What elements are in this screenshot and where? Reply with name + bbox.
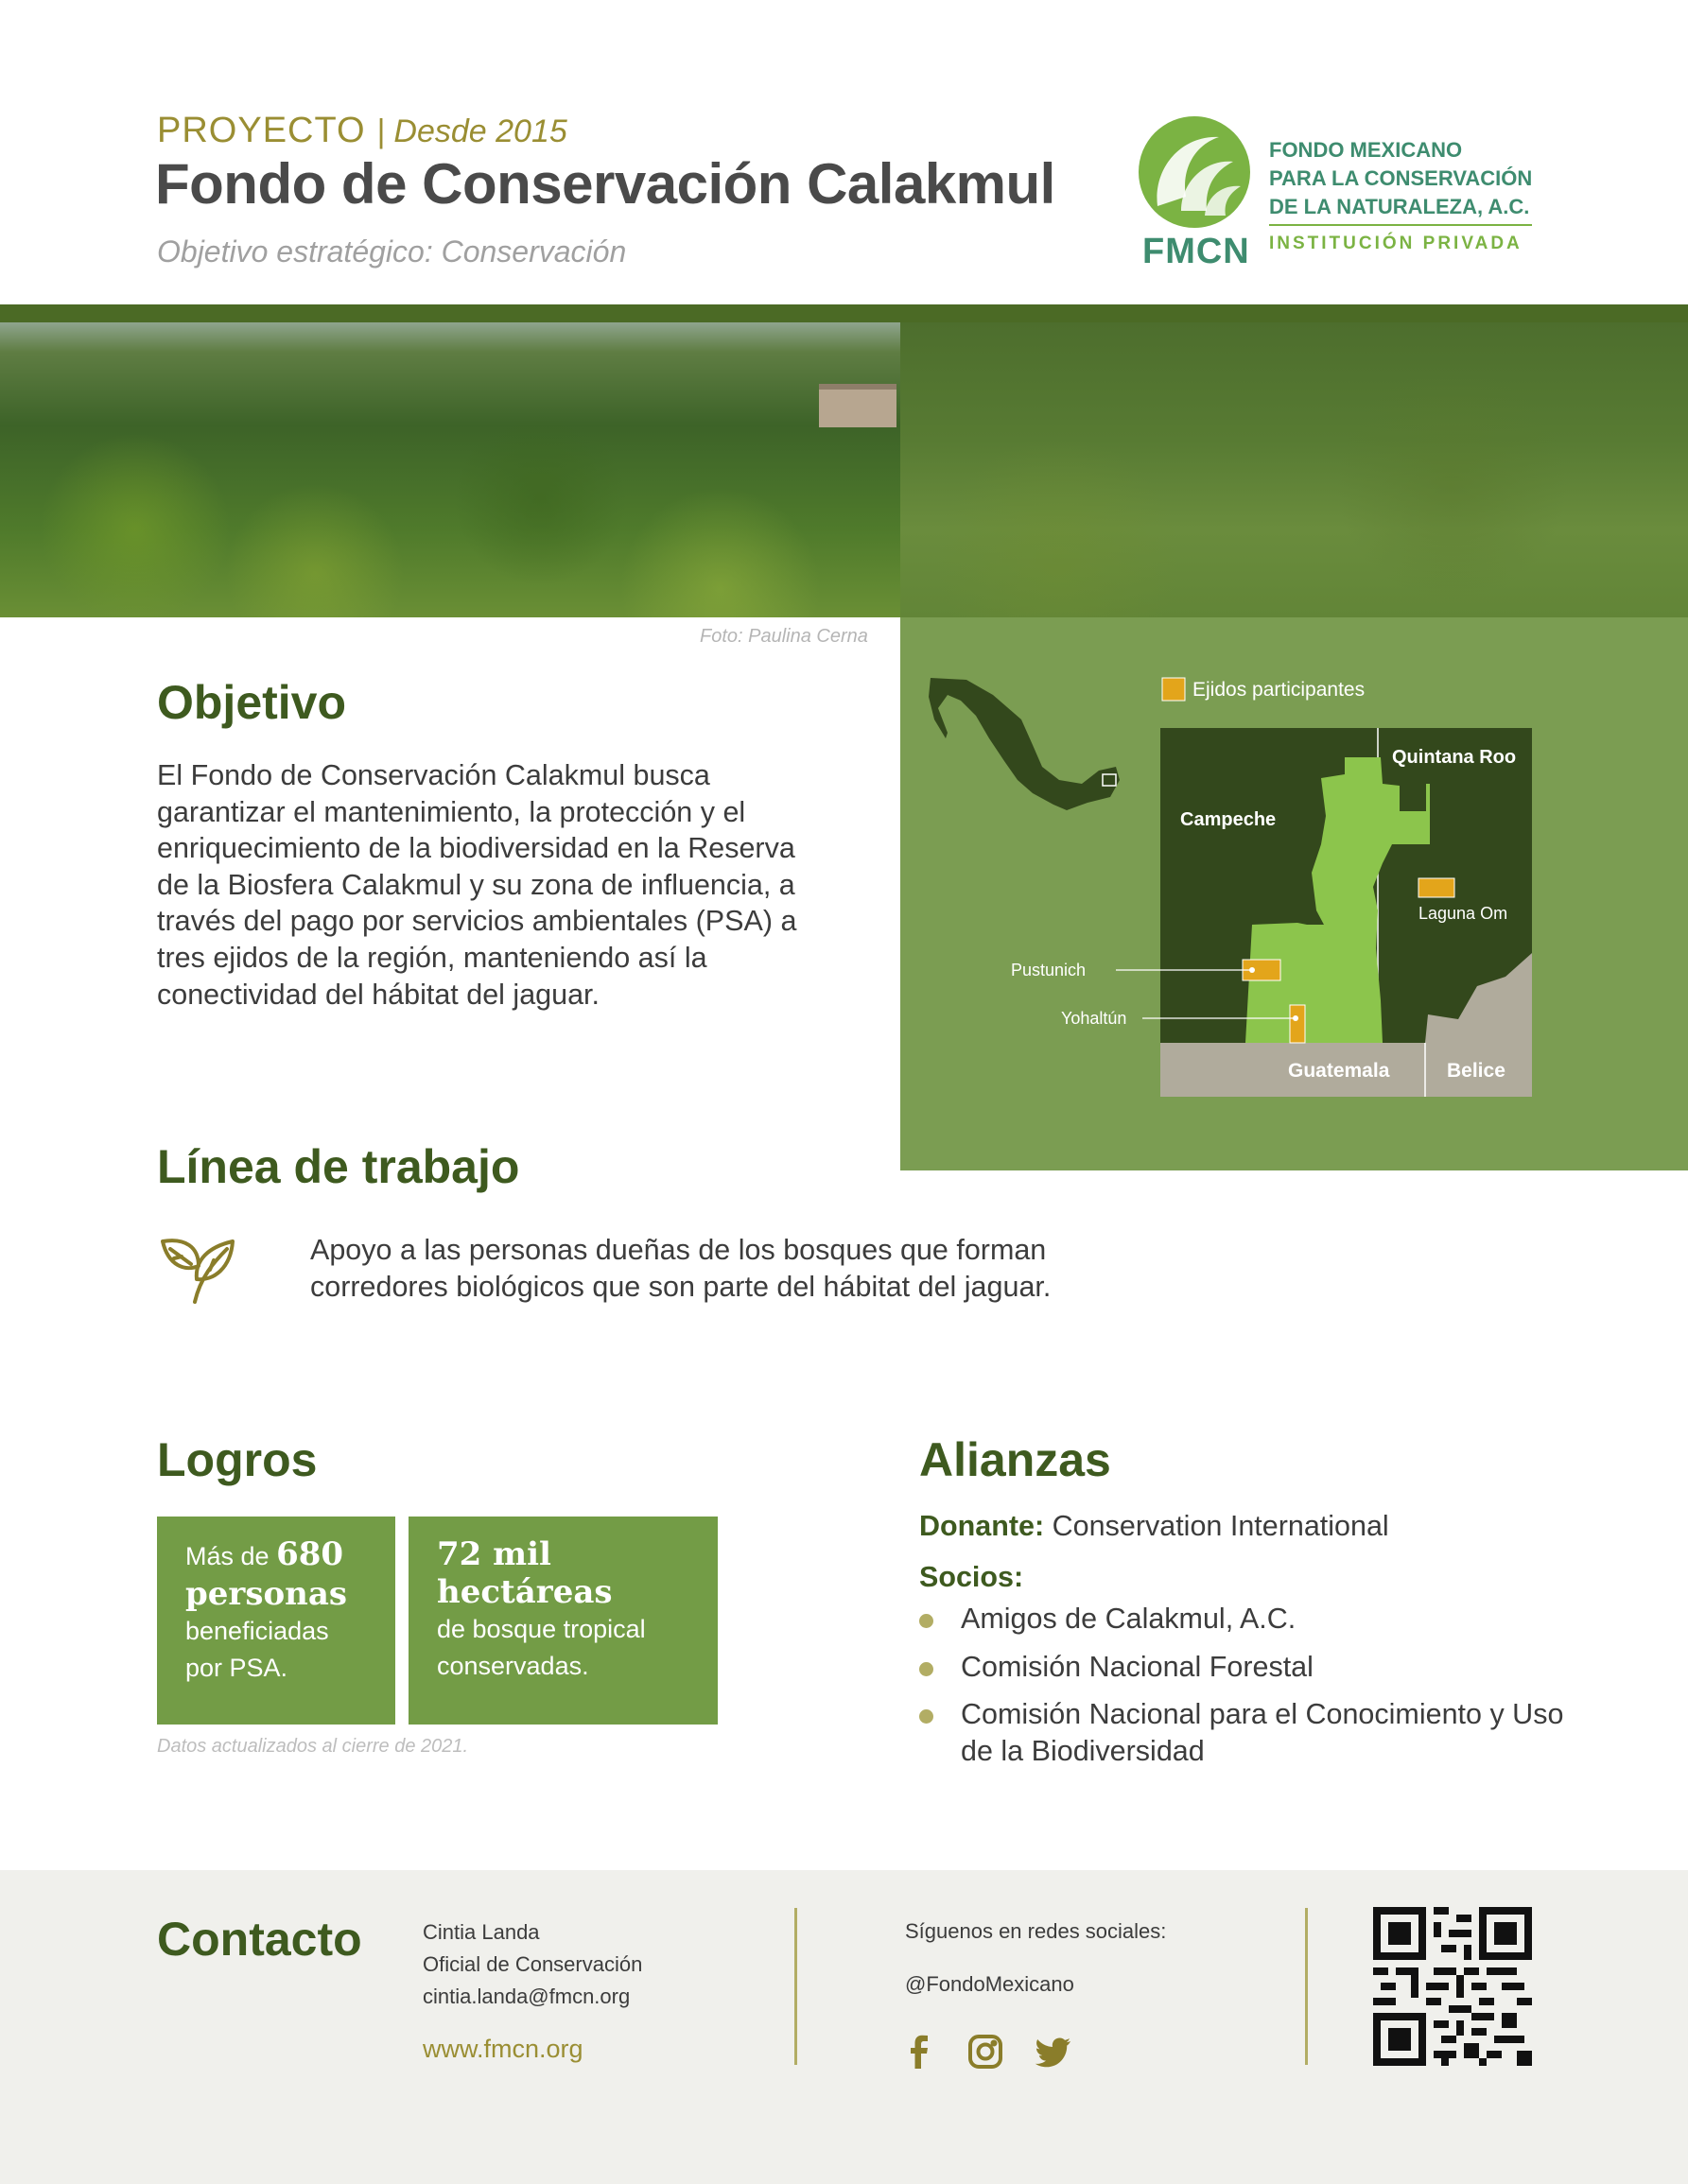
stat-box-hectares xyxy=(409,1517,718,1725)
region-map xyxy=(900,617,1688,1170)
project-label-text: PROYECTO xyxy=(157,111,366,150)
list-item: Comisión Nacional para el Conocimiento y Uso de la Biodiversidad xyxy=(919,1696,1581,1769)
page-subtitle: Objetivo estratégico: Conservación xyxy=(157,234,627,269)
forest-photo-right xyxy=(900,322,1688,617)
logo-org-line: PARA LA CONSERVACIÓN xyxy=(1269,166,1533,190)
alianzas-heading: Alianzas xyxy=(919,1433,1111,1486)
label-guatemala: Guatemala xyxy=(1288,1060,1390,1082)
stat-line: de bosque tropical xyxy=(437,1615,646,1643)
stat-unit: personas xyxy=(185,1575,348,1613)
linea-text: Apoyo a las personas dueñas de los bosques que forman corredores biológicos que son parte del hábitat del jaguar. xyxy=(310,1234,1052,1303)
label-campeche: Campeche xyxy=(1180,809,1277,830)
data-note: Datos actualizados al cierre de 2021. xyxy=(157,1736,469,1757)
objetivo-heading: Objetivo xyxy=(157,676,347,729)
stat-line: por PSA. xyxy=(185,1654,288,1682)
yohaltun-dot xyxy=(1293,1015,1298,1021)
twitter-icon[interactable] xyxy=(1035,2033,1072,2071)
contact-info xyxy=(423,1916,642,2013)
stat-line: beneficiadas xyxy=(185,1617,329,1645)
stat-number: 72 mil xyxy=(437,1535,551,1573)
legend-swatch xyxy=(1162,678,1185,701)
label-belice: Belice xyxy=(1447,1060,1505,1082)
ejido-laguna-om xyxy=(1418,878,1454,897)
contact-email[interactable]: cintia.landa@fmcn.org xyxy=(423,1985,631,2008)
contact-role: Oficial de Conservación xyxy=(423,1952,643,1976)
logo-divider xyxy=(1269,224,1532,226)
website-link[interactable]: www.fmcn.org xyxy=(423,2035,583,2063)
list-item: Amigos de Calakmul, A.C. xyxy=(919,1601,1581,1638)
logo-org-line: DE LA NATURALEZA, A.C. xyxy=(1269,195,1530,218)
fmcn-logo-icon xyxy=(1139,116,1250,228)
donante-label: Donante: xyxy=(919,1510,1045,1542)
photo-credit: Foto: Paulina Cerna xyxy=(700,626,868,647)
label-pustunich: Pustunich xyxy=(1011,961,1087,979)
stat-number: 680 xyxy=(276,1535,344,1573)
qr-code[interactable] xyxy=(1373,1907,1532,2066)
contacto-heading: Contacto xyxy=(157,1913,362,1966)
logo-org-name xyxy=(1269,136,1532,221)
socios-list xyxy=(919,1601,1581,1780)
ejido-yohaltun xyxy=(1290,1005,1305,1043)
stat-line: conservadas. xyxy=(437,1652,589,1680)
footer-divider xyxy=(794,1908,797,2065)
socios-label-row xyxy=(919,1561,1023,1594)
stat-unit: hectáreas xyxy=(437,1573,613,1611)
mexico-silhouette xyxy=(929,678,1120,810)
project-label xyxy=(157,111,567,151)
list-item: Comisión Nacional Forestal xyxy=(919,1649,1581,1686)
project-since: | Desde 2015 xyxy=(376,113,567,149)
ruin-structure xyxy=(819,384,896,427)
stat-prefix: Más de xyxy=(185,1542,270,1570)
map-legend: Ejidos participantes xyxy=(1192,679,1366,701)
facebook-icon[interactable] xyxy=(900,2033,938,2071)
social-handle[interactable]: @FondoMexicano xyxy=(905,1972,1074,1996)
map-panel xyxy=(900,617,1688,1170)
label-quintana-roo: Quintana Roo xyxy=(1392,747,1517,768)
instagram-icon[interactable] xyxy=(966,2033,1004,2071)
contact-name: Cintia Landa xyxy=(423,1920,540,1944)
donante-name: Conservation International xyxy=(1052,1510,1389,1542)
linea-heading: Línea de trabajo xyxy=(157,1140,520,1193)
header-band xyxy=(0,304,1688,322)
pustunich-dot xyxy=(1249,967,1255,973)
logo-org-line: FONDO MEXICANO xyxy=(1269,138,1463,162)
logo-tagline: INSTITUCIÓN PRIVADA xyxy=(1269,234,1523,253)
logo-abbreviation: FMCN xyxy=(1142,232,1250,271)
forest-photo-left xyxy=(0,322,900,617)
leaves-icon xyxy=(157,1234,238,1309)
stat-box-people xyxy=(157,1517,395,1725)
page-title: Fondo de Conservación Calakmul xyxy=(155,152,1055,216)
objetivo-text: El Fondo de Conservación Calakmul busca garantizar el mantenimiento, la protección y el enriquecimiento de la biodiversidad en la Reserva de la Biosfera Calakmul y su zona de influencia, a través del pago por servicios ambientales (PSA) a tres ejidos de la región, manteniendo así la conectividad del hábitat del jaguar. xyxy=(157,759,797,1011)
social-heading: Síguenos en redes sociales: xyxy=(905,1919,1167,1943)
logros-heading: Logros xyxy=(157,1433,318,1486)
donante-row xyxy=(919,1510,1389,1543)
label-laguna-om: Laguna Om xyxy=(1418,904,1508,923)
socios-label: Socios: xyxy=(919,1561,1024,1593)
footer-divider xyxy=(1305,1908,1308,2065)
label-yohaltun: Yohaltún xyxy=(1061,1009,1127,1028)
